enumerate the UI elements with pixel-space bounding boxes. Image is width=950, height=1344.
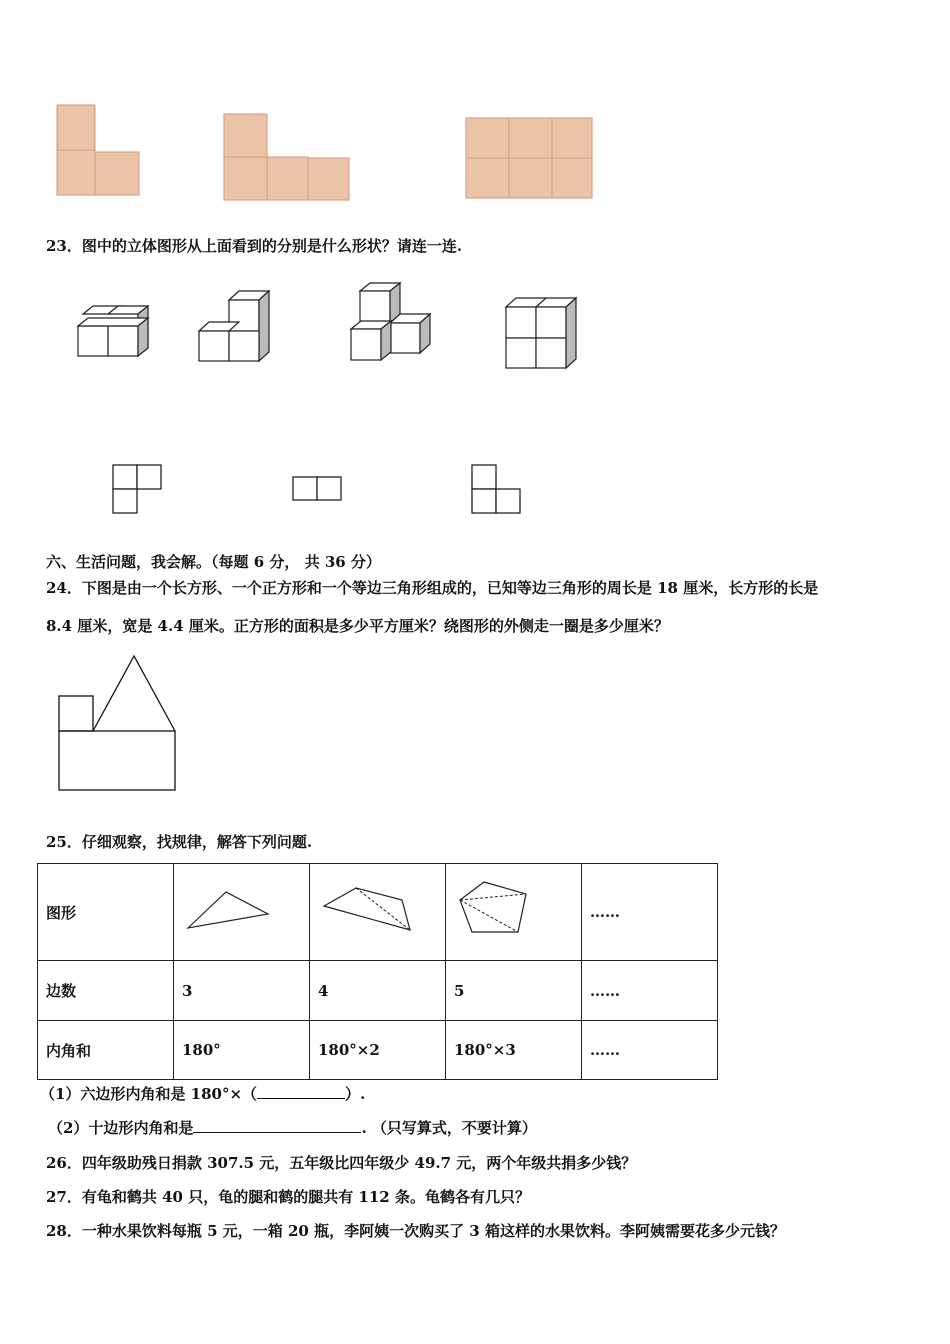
row-label-sides: 边数 (38, 961, 174, 1021)
question-25-sub-2 (48, 1118, 537, 1138)
question-23: 23．图中的立体图形从上面看到的分别是什么形状？请连一连. (46, 237, 463, 255)
triangle-figure (182, 888, 272, 933)
answer-blank-2[interactable] (193, 1118, 361, 1133)
sides-value: 3 (174, 961, 310, 1021)
question-26: 26．四年级助残日捐款 307.5 元，五年级比四年级少 49.7 元，两个年级共捐多少钱？ (46, 1154, 637, 1172)
tile-figure-2 (222, 112, 357, 207)
sides-value: 4 (310, 961, 446, 1021)
question-24-line-1: 24．下图是由一个长方形、一个正方形和一个等边三角形组成的，已知等边三角形的周长是 18 厘米，长方形的长是 (46, 579, 819, 597)
cube-figure-1 (75, 300, 155, 370)
triangle-cell (174, 864, 310, 961)
top-view-option-3 (469, 462, 524, 517)
question-28: 28．一种水果饮料每瓶 5 元，一箱 20 瓶，李阿姨一次购买了 3 箱这样的水果饮料。李阿姨需要花多少元钱？ (46, 1222, 785, 1240)
row-label-shape: 图形 (38, 864, 174, 961)
cube-figure-3 (348, 281, 433, 366)
angle-sum-table (37, 863, 718, 1080)
composite-shape-figure (56, 654, 186, 794)
cube-figure-2 (196, 288, 276, 363)
question-25: 25．仔细观察，找规律，解答下列问题. (46, 833, 313, 851)
quadrilateral-cell (310, 864, 446, 961)
answer-blank-1[interactable] (257, 1084, 345, 1099)
quadrilateral-figure (318, 886, 413, 934)
sub-1-prefix: （1）六边形内角和是 180°×（ (40, 1085, 258, 1103)
cube-figure-4 (503, 294, 583, 374)
sub-2-suffix: . （只写算式，不要计算） (361, 1119, 537, 1137)
question-25-sub-1 (40, 1084, 365, 1104)
pentagon-cell (446, 864, 582, 961)
tile-figure-1 (55, 103, 145, 203)
row-label-angle-sum: 内角和 (38, 1021, 174, 1080)
angle-sum-value: …… (582, 1021, 718, 1080)
top-view-option-2 (290, 474, 345, 504)
shape-ellipsis-cell: …… (582, 864, 718, 961)
question-24-line-2: 8.4 厘米，宽是 4.4 厘米。正方形的面积是多少平方厘米？绕图形的外侧走一圈是多少厘米？ (46, 617, 669, 635)
sub-2-prefix: （2）十边形内角和是 (48, 1119, 194, 1137)
pentagon-figure (454, 880, 544, 940)
sub-1-suffix: ）. (345, 1085, 366, 1103)
angle-sum-value: 180°×2 (310, 1021, 446, 1080)
sides-value: …… (582, 961, 718, 1021)
top-view-option-1 (110, 462, 165, 517)
section-6-heading: 六、生活问题，我会解。（每题 6 分， 共 36 分） (46, 553, 381, 571)
tile-figure-3 (464, 116, 596, 204)
question-27: 27．有龟和鹤共 40 只，龟的腿和鹤的腿共有 112 条。龟鹤各有几只？ (46, 1188, 530, 1206)
sides-value: 5 (446, 961, 582, 1021)
angle-sum-value: 180°×3 (446, 1021, 582, 1080)
angle-sum-value: 180° (174, 1021, 310, 1080)
